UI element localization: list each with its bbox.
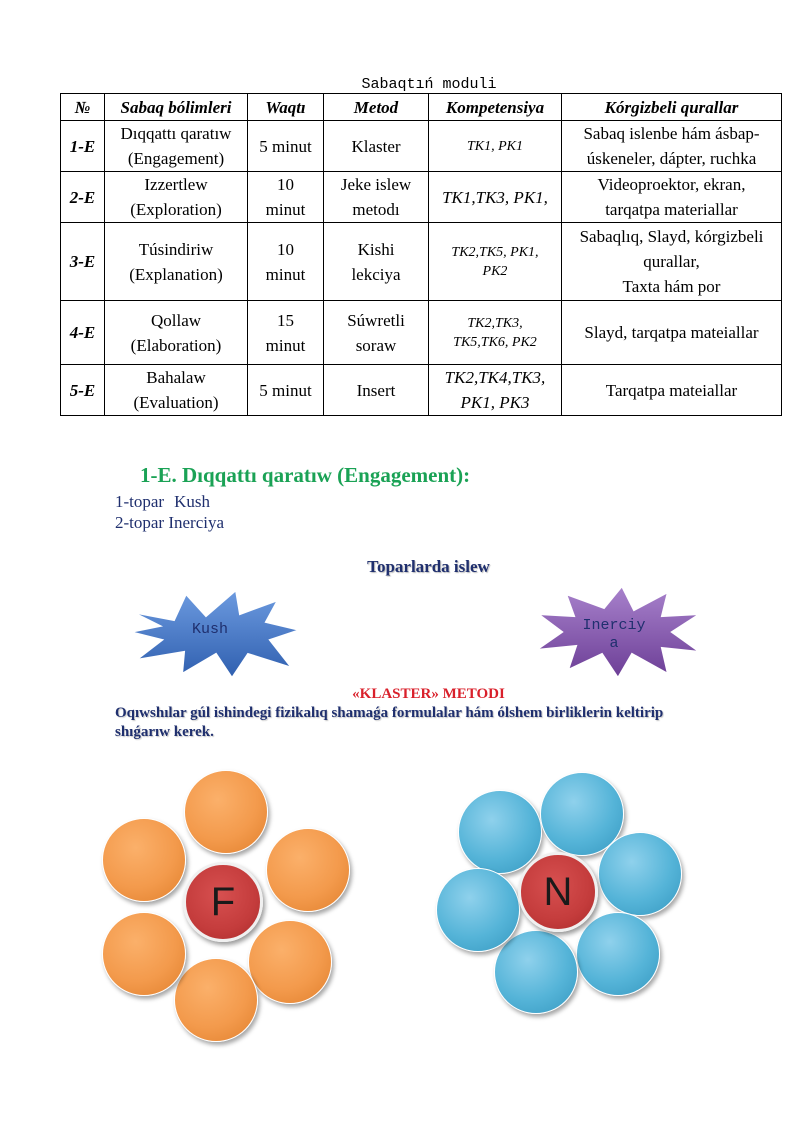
row-tools: Videoproektor, ekran, tarqatpa materiallar bbox=[562, 172, 782, 223]
row-tools: Tarqatpa mateiallar bbox=[562, 365, 782, 416]
row-time: 10 minut bbox=[248, 172, 324, 223]
table-header-row bbox=[61, 94, 782, 121]
cluster-center-right: N bbox=[518, 852, 598, 932]
group-line-2 bbox=[115, 513, 224, 533]
table-row bbox=[61, 365, 782, 416]
cluster-petal bbox=[248, 920, 332, 1004]
row-number: 5-E bbox=[61, 365, 105, 416]
row-competence: TK1,TK3, PK1, bbox=[429, 172, 562, 223]
table-row bbox=[61, 301, 782, 365]
section-title: 1-E. Dıqqattı qaratıw (Engagement): bbox=[140, 463, 471, 487]
method-title: «KLASTER» METODI bbox=[352, 686, 505, 702]
header-number: № bbox=[61, 94, 105, 121]
group-topic: Kush bbox=[174, 492, 210, 511]
row-time: 10 minut bbox=[248, 223, 324, 301]
row-method: Súwretli soraw bbox=[324, 301, 429, 365]
cluster-petal bbox=[174, 958, 258, 1042]
row-stage: Qollaw (Elaboration) bbox=[105, 301, 248, 365]
row-competence: TK1, PK1 bbox=[429, 121, 562, 172]
cluster-petal bbox=[458, 790, 542, 874]
cluster-petal bbox=[576, 912, 660, 996]
table-caption: Sabaqtıń moduli bbox=[361, 76, 497, 93]
row-time: 5 minut bbox=[248, 365, 324, 416]
row-time: 5 minut bbox=[248, 121, 324, 172]
cluster-petal bbox=[184, 770, 268, 854]
work-title: Toparlarda islew bbox=[367, 557, 490, 576]
row-stage: Bahalaw (Evaluation) bbox=[105, 365, 248, 416]
row-stage: Dıqqattı qaratıw (Engagement) bbox=[105, 121, 248, 172]
row-tools: Slayd, tarqatpa mateiallar bbox=[562, 301, 782, 365]
cluster-petal bbox=[598, 832, 682, 916]
group-label: 2-topar bbox=[115, 513, 165, 532]
cluster-petal bbox=[436, 868, 520, 952]
lesson-module-table bbox=[60, 93, 782, 416]
table-row bbox=[61, 172, 782, 223]
cluster-petal bbox=[494, 930, 578, 1014]
row-method: Klaster bbox=[324, 121, 429, 172]
row-number: 1-E bbox=[61, 121, 105, 172]
cluster-petal bbox=[102, 818, 186, 902]
row-time: 15 minut bbox=[248, 301, 324, 365]
row-competence: TK2,TK4,TK3, PK1, PK3 bbox=[429, 365, 562, 416]
row-method: Kishi lekciya bbox=[324, 223, 429, 301]
cluster-petal bbox=[102, 912, 186, 996]
group-topic: Inerciya bbox=[168, 513, 225, 532]
row-number: 3-E bbox=[61, 223, 105, 301]
group-label: 1-topar bbox=[115, 492, 165, 511]
row-method: Insert bbox=[324, 365, 429, 416]
header-competence: Kompetensiya bbox=[429, 94, 562, 121]
burst-label-left: Kush bbox=[191, 621, 228, 638]
row-stage: Túsindiriw (Explanation) bbox=[105, 223, 248, 301]
row-competence: TK2,TK5, PK1, PK2 bbox=[429, 223, 562, 301]
row-stage: Izzertlew (Exploration) bbox=[105, 172, 248, 223]
header-stage: Sabaq bólimleri bbox=[105, 94, 248, 121]
row-number: 2-E bbox=[61, 172, 105, 223]
group-line-1 bbox=[115, 492, 210, 512]
row-tools: Sabaqlıq, Slayd, kórgizbeli qurallar, Taxta hám por bbox=[562, 223, 782, 301]
method-description: Oqıwshılar gúl ishindegi fizikalıq shamaǵa formulalar hám ólshem birliklerin keltirip shıǵarıw kerek. bbox=[115, 705, 664, 740]
burst-label-right: Inerciy a bbox=[582, 617, 646, 652]
row-tools: Sabaq islenbe hám ásbap- úskeneler, dápter, ruchka bbox=[562, 121, 782, 172]
cluster-petal bbox=[266, 828, 350, 912]
row-number: 4-E bbox=[61, 301, 105, 365]
table-row bbox=[61, 121, 782, 172]
header-method: Metod bbox=[324, 94, 429, 121]
row-method: Jeke islew metodı bbox=[324, 172, 429, 223]
table-row bbox=[61, 223, 782, 301]
header-time: Waqtı bbox=[248, 94, 324, 121]
header-tools: Kórgizbeli qurallar bbox=[562, 94, 782, 121]
cluster-center-left: F bbox=[183, 862, 263, 942]
row-competence: TK2,TK3, TK5,TK6, PK2 bbox=[429, 301, 562, 365]
